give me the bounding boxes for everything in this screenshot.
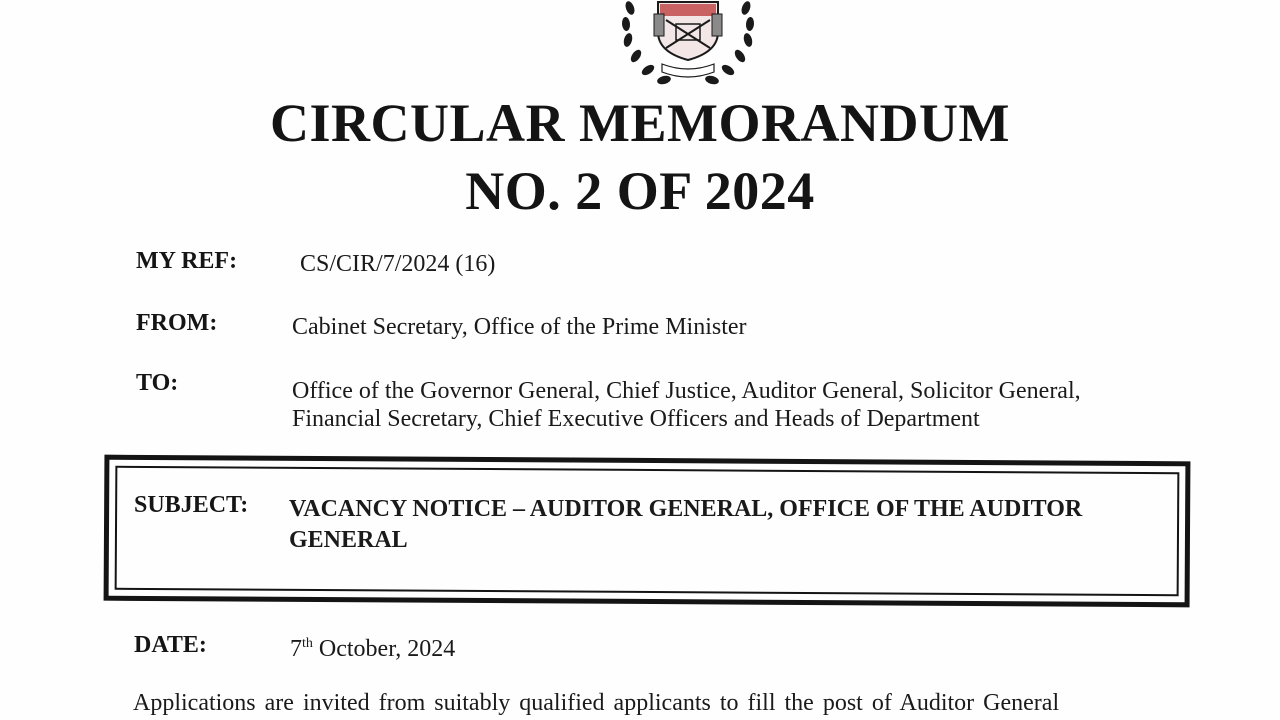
from-label: FROM: [136,310,218,336]
date-month-year: October, 2024 [312,636,456,662]
to-recipients-line-2: Financial Secretary, Chief Executive Officers and Heads of Department [292,406,980,432]
to-label: TO: [136,370,179,396]
memo-title: CIRCULAR MEMORANDUM [270,93,1010,153]
subject-text-line-2: GENERAL [289,527,408,553]
subject-text-line-1: VACANCY NOTICE – AUDITOR GENERAL, OFFICE OF THE AUDITOR [289,496,1083,522]
memo-number: NO. 2 OF 2024 [465,161,815,221]
from-value: Cabinet Secretary, Office of the Prime Minister [292,314,747,340]
date-label: DATE: [134,632,207,658]
subject-frame [104,455,1191,608]
coat-of-arms-crest [616,0,760,90]
ref-label: MY REF: [136,248,238,274]
date-ordinal-suffix: th [302,636,313,651]
body-paragraph-first-line: Applications are invited from suitably qualified applicants to fill the post of Auditor General [133,690,1060,716]
date-value [290,636,455,663]
subject-label: SUBJECT: [134,492,249,518]
to-recipients-line-1: Office of the Governor General, Chief Justice, Auditor General, Solicitor General, [292,378,1081,404]
ref-value: CS/CIR/7/2024 (16) [300,251,496,277]
date-day: 7 [290,636,302,662]
